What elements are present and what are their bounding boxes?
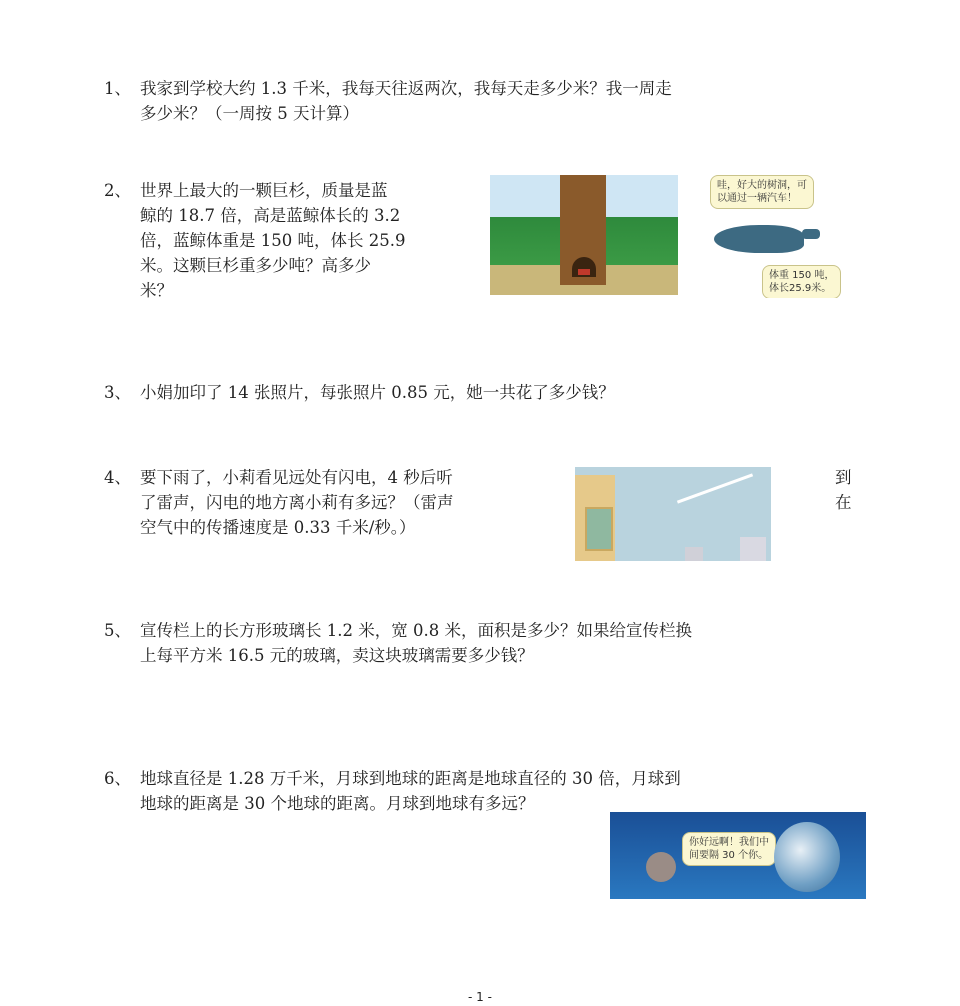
- question-5: [104, 618, 692, 668]
- question-number: 6、: [104, 769, 131, 788]
- earth-moon-illustration: [610, 812, 866, 899]
- question-text: 世界上最大的一颗巨杉，质量是蓝: [140, 181, 388, 200]
- bubble-text: 哇，好大的树洞，可: [717, 180, 807, 191]
- question-number: 1、: [104, 79, 131, 98]
- question-3: [104, 380, 615, 405]
- overflow-text: [835, 465, 852, 515]
- whale-note: [762, 265, 841, 298]
- page-number: - 1 -: [468, 990, 492, 1004]
- question-number: 5、: [104, 621, 131, 640]
- lightning-window-illustration: [575, 467, 771, 561]
- question-text: 我家到学校大约 1.3 千米，我每天往返两次，我每天走多少米？我一周走: [140, 79, 672, 98]
- question-text: 倍，蓝鲸体重是 150 吨，体长 25.9: [140, 231, 406, 250]
- question-number: 4、: [104, 468, 131, 487]
- question-text: 小娟加印了 14 张照片，每张照片 0.85 元，她一共花了多少钱？: [140, 383, 615, 402]
- bubble-text: 间要隔 30 个你。: [689, 850, 769, 861]
- question-text: 鲸的 18.7 倍，高是蓝鲸体长的 3.2: [140, 206, 401, 225]
- overflow-char: 在: [835, 493, 852, 512]
- whale-illustration: [710, 173, 860, 298]
- question-2: [104, 178, 405, 303]
- speech-bubble: [710, 175, 814, 209]
- earth-icon: [774, 822, 840, 892]
- question-text: 空气中的传播速度是 0.33 千米/秒。）: [140, 518, 416, 537]
- bubble-text: 以通过一辆汽车！: [717, 193, 797, 204]
- question-text: 多少米？（一周按 5 天计算）: [140, 104, 359, 123]
- question-4: [104, 465, 454, 540]
- question-1: [104, 76, 672, 126]
- question-text: 了雷声，闪电的地方离小莉有多远？（雷声: [140, 493, 454, 512]
- moon-icon: [646, 852, 676, 882]
- question-number: 2、: [104, 181, 131, 200]
- question-6: [104, 766, 681, 816]
- question-text: 要下雨了，小莉看见远处有闪电，4 秒后听: [140, 468, 453, 487]
- note-text: 体长25.9米。: [769, 283, 832, 294]
- bubble-text: 你好远啊！我们中: [689, 837, 769, 848]
- speech-bubble: [682, 832, 776, 866]
- question-text: 上每平方米 16.5 元的玻璃，卖这块玻璃需要多少钱？: [140, 646, 534, 665]
- question-text: 地球直径是 1.28 万千米，月球到地球的距离是地球直径的 30 倍，月球到: [140, 769, 681, 788]
- question-text: 米。这颗巨杉重多少吨？高多少: [140, 256, 371, 275]
- question-number: 3、: [104, 383, 131, 402]
- question-text: 地球的距离是 30 个地球的距离。月球到地球有多远？: [140, 794, 535, 813]
- overflow-char: 到: [835, 468, 852, 487]
- question-text: 宣传栏上的长方形玻璃长 1.2 米，宽 0.8 米，面积是多少？如果给宣传栏换: [140, 621, 692, 640]
- note-text: 体重 150 吨，: [769, 270, 835, 281]
- giant-sequoia-illustration: [490, 175, 678, 295]
- question-text: 米？: [140, 281, 173, 300]
